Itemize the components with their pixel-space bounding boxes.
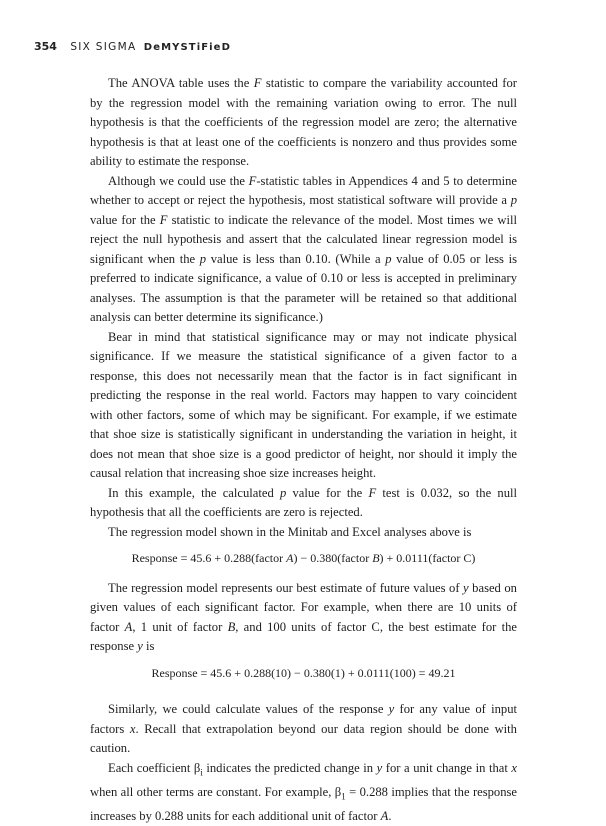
- paragraph: Although we could use the F-statistic tables in Appendices 4 and 5 to determine whether to accept or reject the hypothesis, most statistical software will provide a p value for the F statistic to indicate the relevance of the model. Most times we will reject the null hypothesis and assert that the calculated linear regression model is significant when the p value is less than 0.10. (While a p value of 0.05 or less is preferred to indicate significance, a value of 0.10 or less is accepted in preliminary analyses. The assumption is that the parameter will be retained so that additional analysis can better determine its significance.): [90, 172, 517, 328]
- paragraph: The regression model represents our best estimate of future values of y based on given values of each significant factor. For example, when there are 10 units of factor A, 1 unit of factor B, and 100 units of factor C, the best estimate for the response y is: [90, 579, 517, 657]
- page-number: 354: [34, 40, 57, 53]
- book-title: SIX SIGMA: [70, 41, 136, 53]
- equation: Response = 45.6 + 0.288(factor A) − 0.380(factor B) + 0.0111(factor C): [90, 549, 517, 569]
- paragraph: Bear in mind that statistical significance may or may not indicate physical significance. If we measure the statistical significance of a given factor to a response, this does not necessarily mean that the factor is in fact significant in predicting the response in the real world. Factors may happen to vary coincident with other factors, some of which may be significant. For example, if we estimate that shoe size is statistically significant in understanding the variation in height, it does not mean that shoe size is a good predictor of height, nor should it imply the causal relation that increasing shoe size increases height.: [90, 328, 517, 484]
- paragraph: The regression model shown in the Minitab and Excel analyses above is: [90, 523, 517, 543]
- paragraph: The ANOVA table uses the F statistic to compare the variability accounted for by the regression model with the remaining variation owing to error. The null hypothesis is that the coefficients of the regression model are zero; the alternative hypothesis is that at least one of the coefficients is nonzero and thus provides some ability to estimate the response.: [90, 74, 517, 172]
- paragraph: Each coefficient $\beta_i$ indicates the predicted change in y for a unit change in that x when all other terms are constant. For example, $\beta_1 = 0.288$ implies that the response increases by 0.288 units for each additional unit of factor A.: [90, 759, 517, 826]
- paragraph: Similarly, we could calculate values of the response y for any value of input factors x. Recall that extrapolation beyond our data region should be done with caution.: [90, 700, 517, 759]
- body-text: [90, 74, 517, 826]
- running-header: [34, 40, 231, 56]
- equation: Response = 45.6 + 0.288(10) − 0.380(1) + 0.0111(100) = 49.21: [90, 664, 517, 684]
- series-name: DeMYSTiFieD: [144, 42, 231, 53]
- paragraph: In this example, the calculated p value for the F test is 0.032, so the null hypothesis that all the coefficients are zero is rejected.: [90, 484, 517, 523]
